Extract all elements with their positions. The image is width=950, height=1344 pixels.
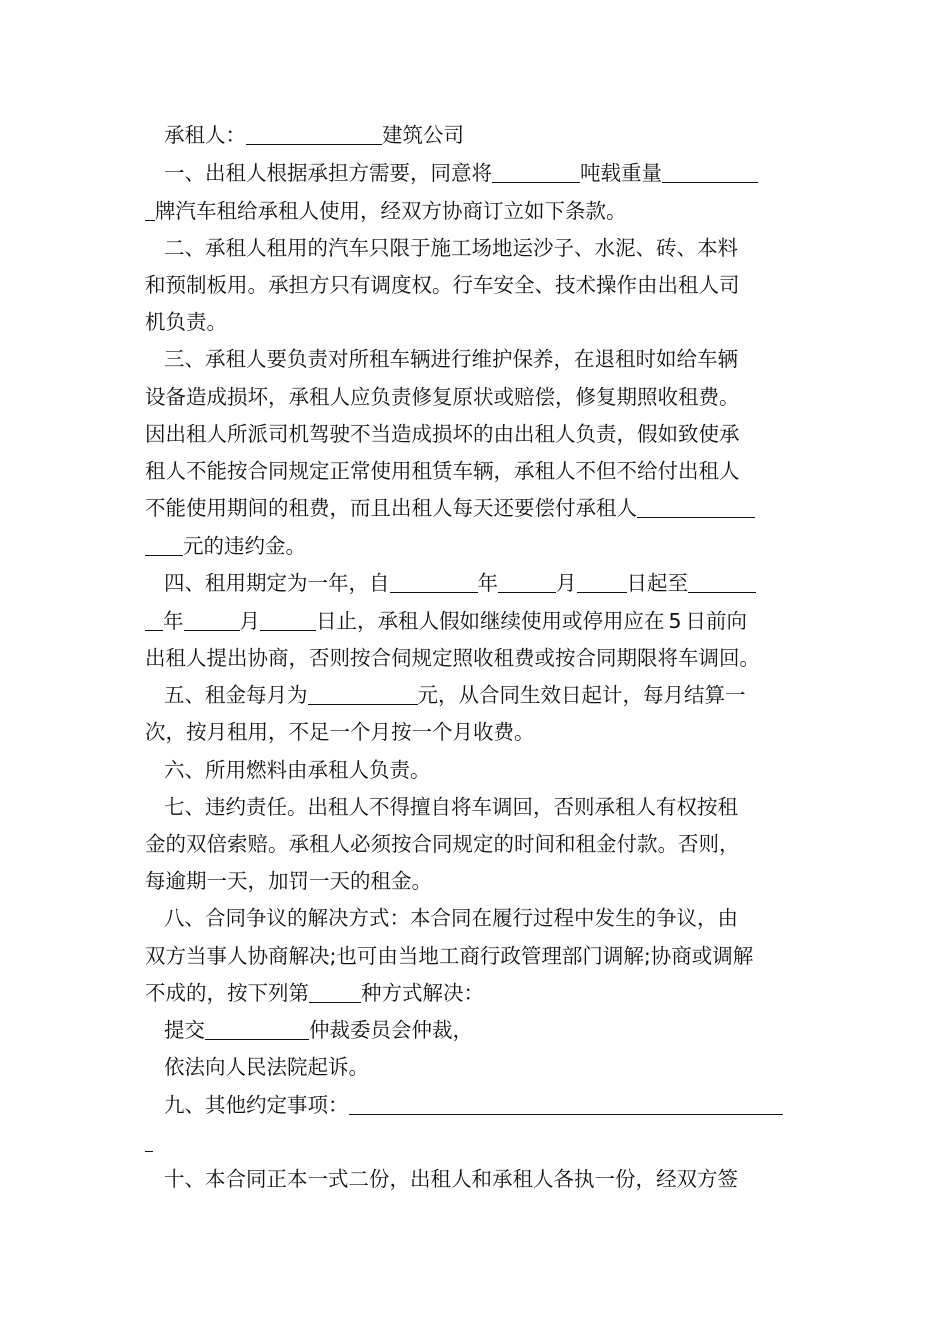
day-to-label: 日止，承租人假如继续使用或停用应在 bbox=[316, 609, 665, 633]
clause-3-line-2: 设备造成损坏，承租人应负责修复原状或赔偿，修复期照收租费。 bbox=[145, 385, 740, 409]
month-label-2: 月 bbox=[239, 609, 260, 633]
clause-7-line-3: 每逾期一天，加罚一天的租金。 bbox=[145, 869, 432, 893]
lessee-blank bbox=[246, 124, 382, 145]
year-label: 年 bbox=[477, 571, 498, 595]
clause-7-line-1: 七、违约责任。出租人不得擅自将车调回，否则承租人有权按租 bbox=[164, 795, 738, 819]
other-terms-blank bbox=[349, 1094, 783, 1115]
clause-8-text-3a: 不成的，按下列第 bbox=[145, 981, 309, 1005]
brand-blank-cont bbox=[145, 200, 155, 221]
clause-1-text-b: 吨载重量 bbox=[580, 161, 662, 185]
clause-8-line-2: 双方当事人协商解决;也可由当地工商行政管理部门调解;协商或调解 bbox=[145, 944, 754, 968]
clause-3-text-5: 不能使用期间的租费，而且出租人每天还要偿付承租人 bbox=[145, 496, 637, 520]
option-1-text-b: 仲裁委员会仲裁， bbox=[309, 1018, 473, 1042]
clause-8-line-3 bbox=[145, 979, 484, 1007]
option-1-text-a: 提交 bbox=[164, 1018, 205, 1042]
clause-5-line-2: 次，按月租用，不足一个月按一个月收费。 bbox=[145, 720, 535, 744]
clause-4-line-1 bbox=[164, 569, 756, 597]
start-year-blank bbox=[390, 572, 478, 593]
clause-1-text-c: 牌汽车租给承租人使用，经双方协商订立如下条款。 bbox=[155, 199, 627, 223]
start-day-blank bbox=[577, 572, 627, 593]
year-label-2: 年 bbox=[163, 609, 184, 633]
clause-1-line-1 bbox=[164, 159, 758, 187]
notice-days: 5 bbox=[668, 609, 682, 633]
clause-1-line-2 bbox=[145, 197, 627, 225]
clause-7-line-2: 金的双倍索赔。承租人必须按合同规定的时间和租金付款。否则， bbox=[145, 832, 740, 856]
tonnage-blank bbox=[492, 162, 580, 183]
clause-9-line-2 bbox=[145, 1128, 153, 1156]
clause-4-line-3: 出租人提出协商，否则按合伺规定照收租费或按合同期限将车调回。 bbox=[145, 646, 760, 670]
clause-2-line-1: 二、承租人租用的汽车只限于施工场地运沙子、水泥、砖、本料 bbox=[164, 236, 738, 260]
penalty-blank-cont bbox=[145, 535, 183, 556]
brand-blank bbox=[662, 162, 758, 183]
end-day-blank bbox=[260, 610, 316, 631]
clause-4-line-2 bbox=[145, 607, 747, 635]
clause-5-text-a: 五、租金每月为 bbox=[164, 683, 308, 707]
month-label: 月 bbox=[556, 571, 577, 595]
clause-3-text-6: 元的违约金。 bbox=[183, 534, 306, 558]
clause-3-line-4: 租人不能按合同规定正常使用租赁车辆，承租人不但不给付出租人 bbox=[145, 459, 740, 483]
clause-5-text-b: 元，从合同生效日起计，每月结算一 bbox=[417, 683, 746, 707]
end-month-blank bbox=[184, 610, 240, 631]
start-month-blank bbox=[498, 572, 556, 593]
clause-2-line-3: 机负责。 bbox=[145, 310, 227, 334]
lessee-label: 承租人： bbox=[164, 123, 246, 147]
day-from-label: 日起至 bbox=[626, 571, 688, 595]
clause-2-line-2: 和预制板用。承担方只有调度权。行车安全、技术操作由出租人司 bbox=[145, 273, 740, 297]
clause-8-option-1 bbox=[164, 1016, 473, 1044]
clause-3-line-1: 三、承租人要负责对所租车辆进行维护保养，在退租时如给车辆 bbox=[164, 347, 738, 371]
clause-3-line-5 bbox=[145, 494, 755, 522]
clause-6: 六、所用燃料由承租人负责。 bbox=[164, 758, 431, 782]
clause-8-text-3b: 种方式解决： bbox=[361, 981, 484, 1005]
lessee-line bbox=[164, 121, 464, 149]
clause-8-line-1: 八、合同争议的解决方式：本合同在履行过程中发生的争议，由 bbox=[164, 906, 738, 930]
clause-5-line-1 bbox=[164, 681, 746, 709]
clause-4-tail: 日前向 bbox=[685, 609, 748, 633]
method-number-blank bbox=[309, 982, 361, 1003]
clause-9-label: 九、其他约定事项： bbox=[164, 1093, 349, 1117]
clause-3-line-6 bbox=[145, 532, 306, 560]
clause-9-line-1 bbox=[164, 1091, 783, 1119]
lessee-suffix: 建筑公司 bbox=[382, 123, 464, 147]
end-year-blank-cont bbox=[145, 610, 163, 631]
clause-8-option-2: 依法向人民法院起诉。 bbox=[164, 1055, 369, 1079]
clause-10-line-1: 十、本合同正本一式二份，出租人和承租人各执一份，经双方签 bbox=[164, 1167, 738, 1191]
clause-1-text-a: 一、出租人根据承担方需要，同意将 bbox=[164, 161, 492, 185]
clause-4-text-a: 四、租用期定为一年，自 bbox=[164, 571, 390, 595]
clause-3-line-3: 因出租人所派司机驾驶不当造成损坏的由出租人负责，假如致使承 bbox=[145, 422, 740, 446]
other-terms-blank-cont bbox=[145, 1131, 153, 1152]
rent-blank bbox=[308, 684, 418, 705]
end-year-blank bbox=[688, 572, 756, 593]
penalty-blank bbox=[637, 497, 755, 518]
arbitration-blank bbox=[205, 1019, 309, 1040]
